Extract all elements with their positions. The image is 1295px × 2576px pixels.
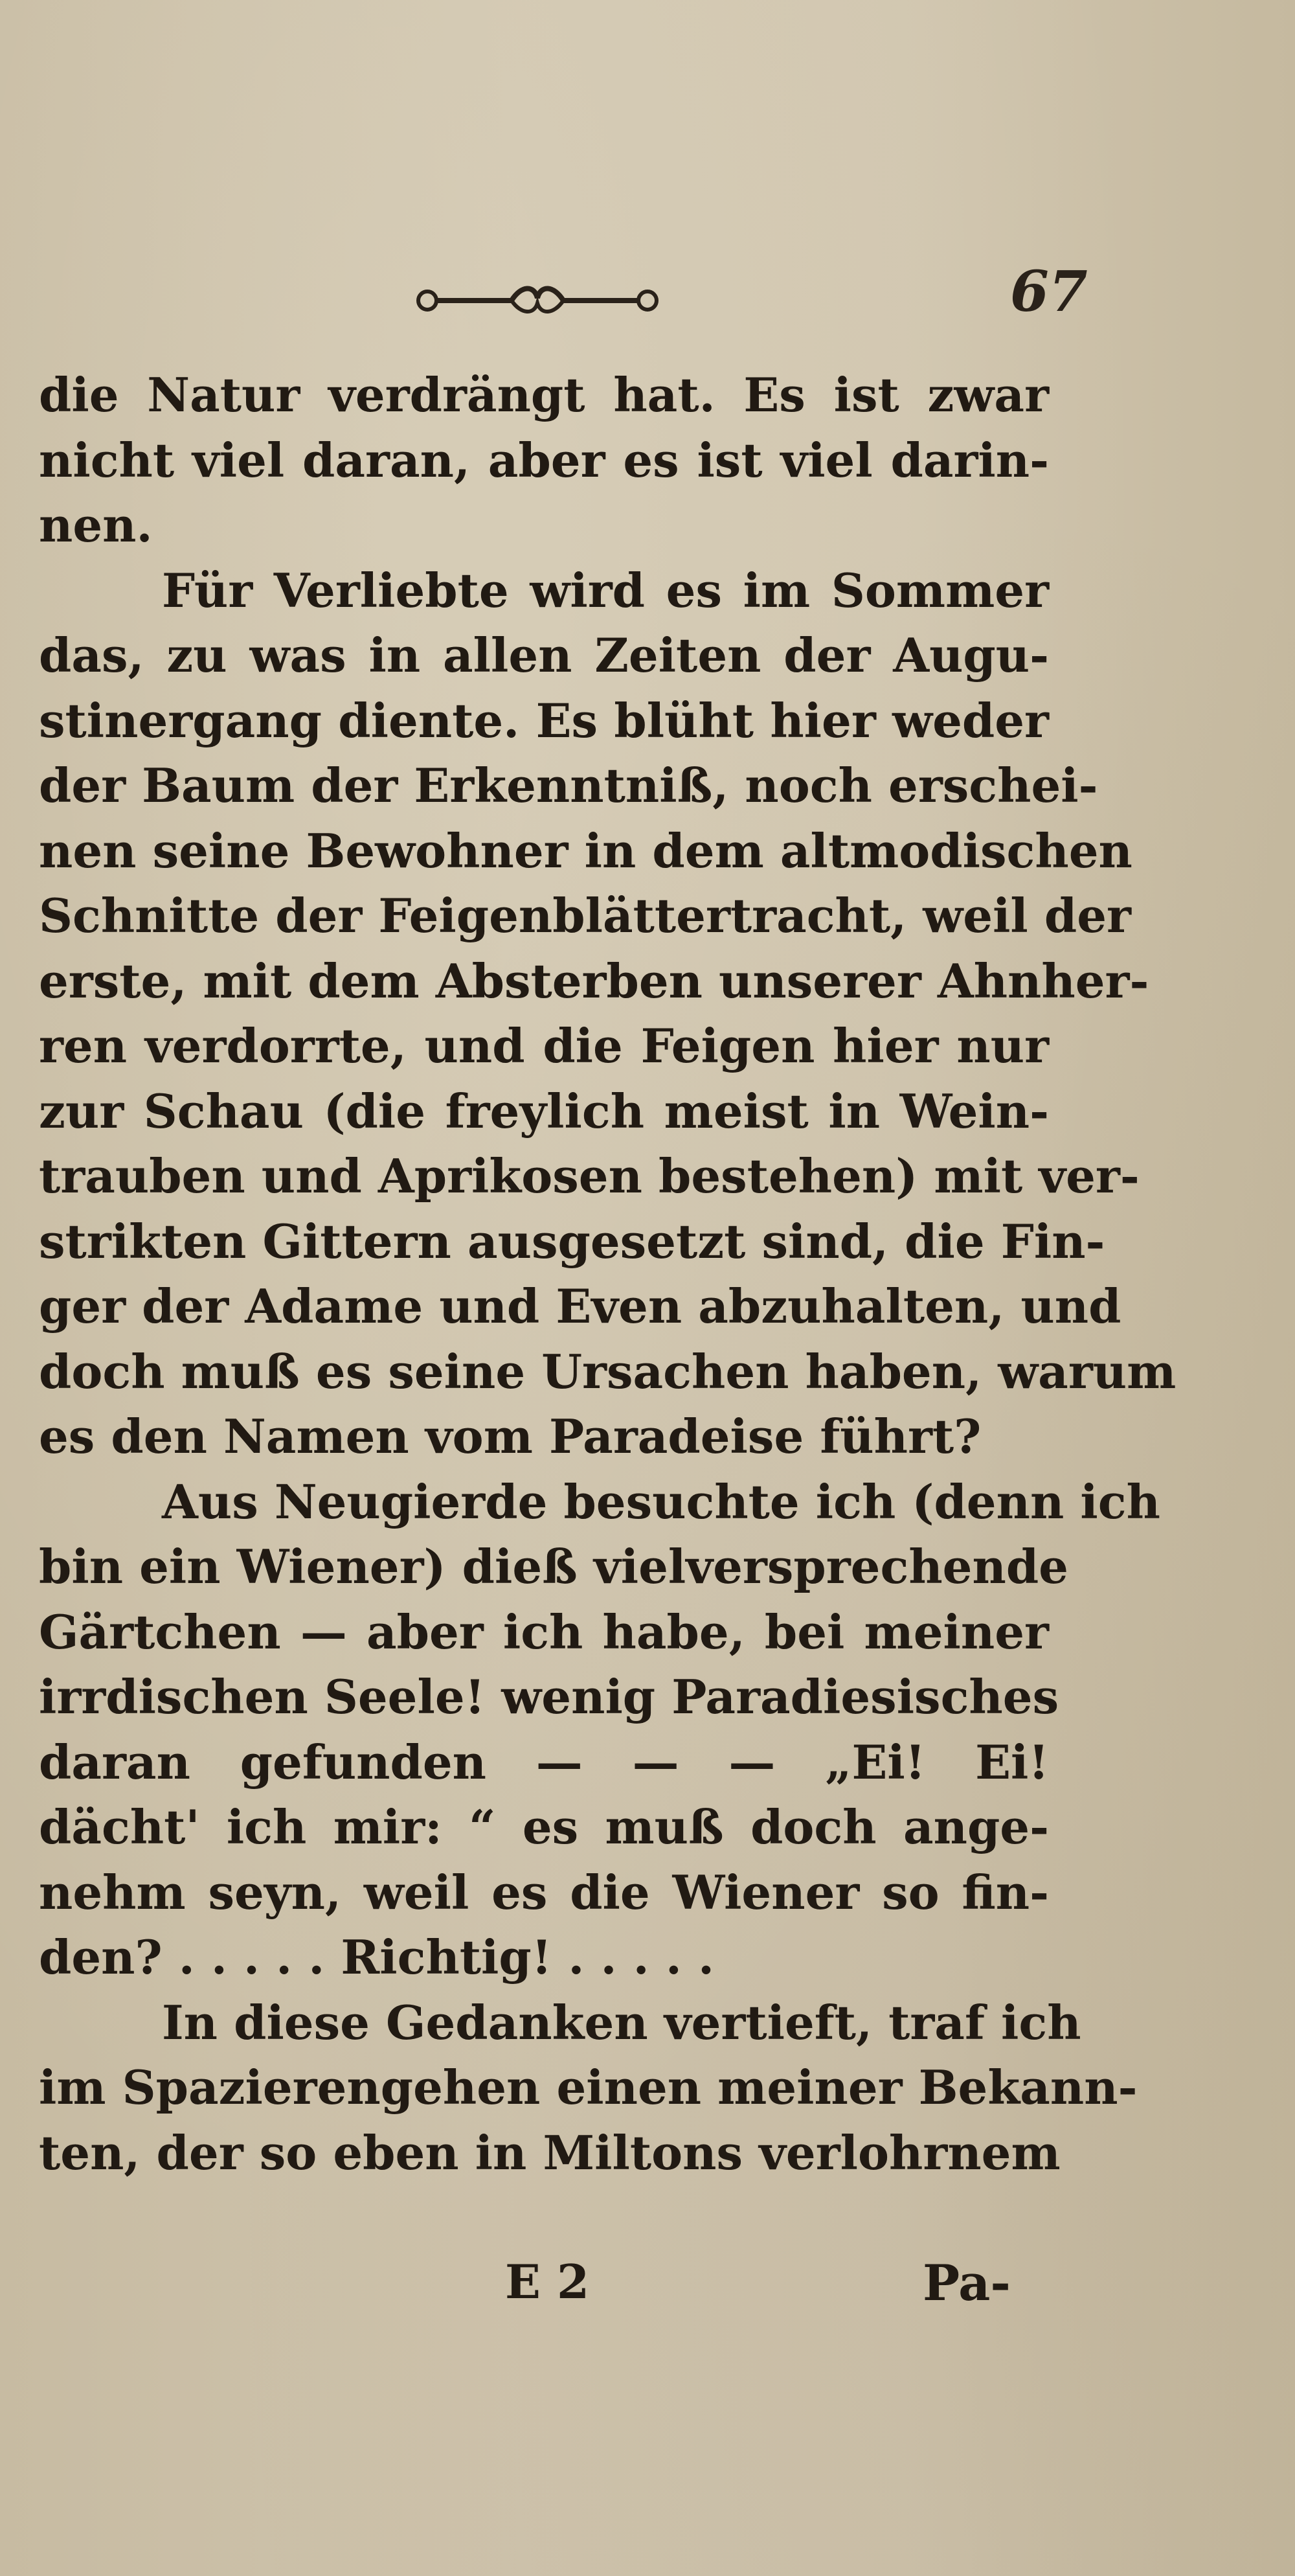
page-header <box>0 259 1295 337</box>
text-line: nen. <box>39 497 153 553</box>
text-line: den? . . . . . Richtig! . . . . . <box>39 1930 715 1985</box>
text-line: im Spazierengehen einen meiner Bekann- <box>39 2060 1138 2115</box>
text-line: der Baum der Erkenntniß, noch erschei- <box>39 758 1098 813</box>
text-line: In diese Gedanken vertieft, traf ich <box>162 1994 1081 2050</box>
text-line: zur Schau (die freylich meist in Wein- <box>39 1083 1049 1139</box>
text-line: trauben und Aprikosen bestehen) mit ver- <box>39 1148 1140 1203</box>
catchword: Pa- <box>923 2254 1011 2312</box>
text-line: Aus Neugierde besuchte ich (denn ich <box>162 1474 1160 1529</box>
text-line: irrdischen Seele! wenig Paradiesisches <box>39 1669 1059 1724</box>
text-line: nen seine Bewohner in dem altmodischen <box>39 823 1132 878</box>
text-line: doch muß es seine Ursachen haben, warum <box>39 1343 1177 1399</box>
text-line: nicht viel daran, aber es ist viel darin- <box>39 432 1049 488</box>
text-line: ger der Adame und Even abzuhalten, und <box>39 1279 1121 1334</box>
text-line: erste, mit dem Absterben unserer Ahnher- <box>39 953 1149 1009</box>
body-text <box>39 363 1177 2185</box>
text-line: stinergang diente. Es blüht hier weder <box>39 692 1049 748</box>
page-footer <box>0 2254 1295 2332</box>
text-line: es den Namen vom Paradeise führt? <box>39 1409 982 1464</box>
signature-mark: E 2 <box>505 2254 590 2309</box>
text-line: ten, der so eben in Miltons verlohrnem <box>39 2125 1061 2180</box>
text-line: das, zu was in allen Zeiten der Augu- <box>39 628 1049 683</box>
text-line: daran gefunden — — — „Ei! Ei! <box>39 1734 1049 1790</box>
text-line: strikten Gittern ausgesetzt sind, die Fin- <box>39 1213 1105 1269</box>
text-line: Für Verliebte wird es im Sommer <box>162 562 1049 618</box>
ornament-rule-icon <box>414 272 660 324</box>
text-line: nehm seyn, weil es die Wiener so fin- <box>39 1864 1049 1920</box>
text-line: bin ein Wiener) dieß vielversprechende <box>39 1539 1068 1594</box>
text-line: die Natur verdrängt hat. Es ist zwar <box>39 367 1049 422</box>
text-line: ren verdorrte, und die Feigen hier nur <box>39 1018 1049 1073</box>
text-line: Schnitte der Feigenblättertracht, weil der <box>39 888 1131 943</box>
text-line: Gärtchen — aber ich habe, bei meiner <box>39 1604 1049 1659</box>
text-line: dächt' ich mir: “ es muß doch ange- <box>39 1799 1049 1854</box>
page-number: 67 <box>1010 259 1088 325</box>
